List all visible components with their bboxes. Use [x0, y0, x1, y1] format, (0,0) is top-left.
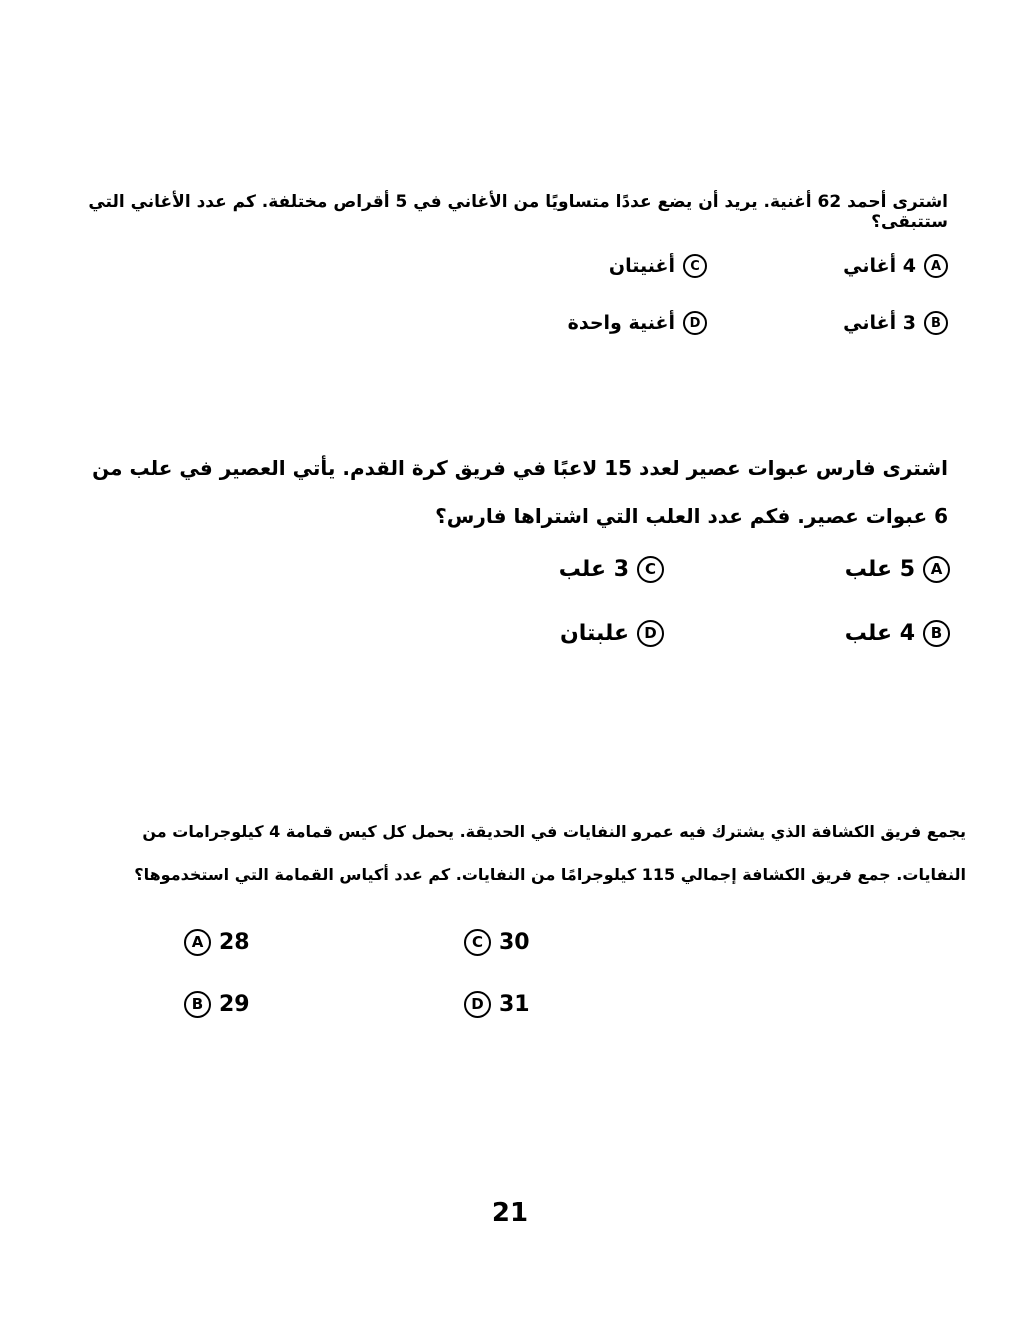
question-2-option-b[interactable] [845, 620, 950, 647]
option-b-bubble-icon: B [924, 311, 948, 335]
question-2-line-2: 6 عبوات عصير. فكم عدد العلب التي اشتراها فارس؟ [435, 504, 948, 528]
option-a-text: 4 أغاني [843, 255, 916, 277]
question-2-option-d[interactable] [560, 620, 664, 647]
question-3-line-1: يجمع فريق الكشافة الذي يشترك فيه عمرو النفايات في الحديقة. يحمل كل كيس قمامة 4 كيلوجرامات من [142, 822, 966, 841]
option-b-bubble-icon: B [184, 991, 211, 1018]
option-b-text: 3 أغاني [843, 312, 916, 334]
option-a-bubble-icon: A [924, 254, 948, 278]
option-c-bubble-icon: C [464, 929, 491, 956]
question-3-option-b[interactable] [184, 991, 250, 1018]
question-2-option-c[interactable] [559, 556, 664, 583]
option-c-bubble-icon: C [637, 556, 664, 583]
option-b-text: 4 علب [844, 621, 915, 646]
option-c-bubble-icon: C [683, 254, 707, 278]
option-b-bubble-icon: B [923, 620, 950, 647]
option-c-text: 3 علب [558, 557, 629, 582]
option-d-bubble-icon: D [637, 620, 664, 647]
question-2-line-1: اشترى فارس عبوات عصير لعدد 15 لاعبًا في فريق كرة القدم. يأتي العصير في علب من [92, 456, 948, 480]
option-a-bubble-icon: A [184, 929, 211, 956]
option-d-bubble-icon: D [683, 311, 707, 335]
question-1-option-a[interactable] [843, 254, 948, 278]
option-b-text: 29 [219, 992, 250, 1017]
page-number: 21 [491, 1198, 529, 1228]
option-d-text: أغنية واحدة [567, 312, 675, 334]
option-d-text: علبتان [559, 621, 629, 646]
option-d-text: 31 [499, 992, 530, 1017]
question-1-text: اشترى أحمد 62 أغنية. يريد أن يضع عددًا متساويًا من الأغاني في 5 أقراص مختلفة. كم عدد الأغاني التي ستتبقى؟ [88, 192, 948, 232]
question-1-option-b[interactable] [843, 311, 948, 335]
option-a-text: 5 علب [844, 557, 915, 582]
question-1-option-c[interactable] [609, 254, 707, 278]
question-1-option-d[interactable] [568, 311, 707, 335]
question-2-option-a[interactable] [845, 556, 950, 583]
question-3-option-c[interactable] [464, 929, 530, 956]
option-c-text: 30 [499, 930, 530, 955]
question-3-option-d[interactable] [464, 991, 530, 1018]
question-3-line-2: النفايات. جمع فريق الكشافة إجمالي 115 كيلوجرامًا من النفايات. كم عدد أكياس القمامة التي استخدموها؟ [134, 865, 966, 884]
option-d-bubble-icon: D [464, 991, 491, 1018]
option-c-text: أغنيتان [608, 255, 675, 277]
option-a-text: 28 [219, 930, 250, 955]
question-3-option-a[interactable] [184, 929, 250, 956]
option-a-bubble-icon: A [923, 556, 950, 583]
